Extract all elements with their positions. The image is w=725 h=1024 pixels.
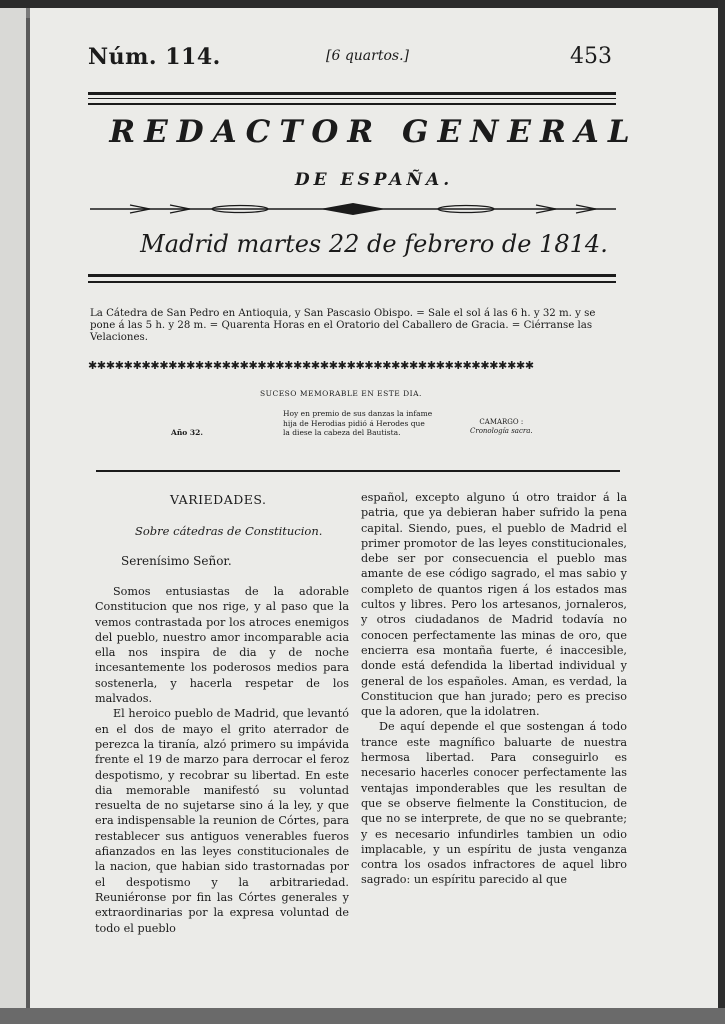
newspaper-page — [30, 8, 718, 1008]
article-salutation: Serenísimo Señor. — [121, 554, 232, 568]
newspaper-subtitle: DE ESPAÑA. — [294, 170, 454, 190]
source-work: Cronología sacra. — [470, 427, 533, 435]
issue-price: [6 quartos.] — [326, 48, 409, 64]
article-column-right — [361, 490, 627, 888]
newspaper-title: REDACTOR GENERAL — [109, 114, 639, 150]
article-subtitle: Sobre cátedras de Constitucion. — [135, 524, 323, 538]
facing-page-edge — [0, 0, 26, 1024]
memorable-event-year: Año 32. — [171, 428, 203, 437]
masthead-rule-top-2 — [88, 103, 616, 105]
scan-border-top — [0, 0, 725, 8]
section-heading: VARIEDADES. — [170, 492, 267, 507]
memorable-event-text: Hoy en premio de sus danzas la infame hija de Herodias pidió á Herodes que la diese la cabeza del Bautista. — [283, 409, 433, 437]
article-paragraph: El heroico pueblo de Madrid, que levantó en el dos de mayo el grito aterrador de perezca la tiranía, alzó primero su impávida frente el 19 de marzo para derrocar el feroz despotismo, y recobrar su libertad. En este dia memorable manifestó su voluntad resuelta de no sujetarse sino á la ley, y que era indispensable la reunion de Córtes, para restablecer sus antiguos venerables fueros afianzados en las leyes constitucionales de la nacion, que habian sido trastornadas por el despotismo y la arbitrariedad. Reuniéronse por fin las Córtes generales y extraordinarias por la expresa voluntad de todo el pueblo — [95, 707, 349, 935]
ornamental-divider — [90, 202, 616, 216]
issue-number: Núm. 114. — [88, 44, 221, 70]
masthead-rule-top — [88, 92, 616, 95]
article-column-left — [95, 584, 349, 936]
header-rule-bottom — [88, 274, 616, 277]
section-rule — [96, 470, 620, 472]
daily-calendar-notice: La Cátedra de San Pedro en Antioquia, y San Pascasio Obispo. = Sale el sol á las 6 h. y 32 m. y se pone á las 5 h. y 28 m. = Quarenta Horas en el Oratorio del Caballero de Gracia. = Ciérranse las Velaciones. — [90, 308, 596, 343]
source-author: CAMARGO : — [479, 418, 524, 426]
article-paragraph: Somos entusiastas de la adorable Constitucion que nos rige, y al paso que la vemos contrastada por los atroces enemigos del pueblo, nuestro amor incomparable acia ella nos inspira de dia y de noche incesantemente los poderosos medios para sostenerla, y hacerla respetar de los malvados. — [95, 585, 349, 706]
article-paragraph: De aquí depende el que sostengan á todo trance este magnífico baluarte de nuestra hermosa libertad. Para conseguirlo es necesario hacerles conocer perfectamente las ventajas imponderables que les resultan de que se observe fielmente la Constitucion, de que no se interprete, de que no se quebrante; y es necesario infundirles tambien un odio implacable, y un espíritu de justa venganza contra los osados infractores de aquel libro sagrado: un espíritu parecido al que — [361, 720, 627, 887]
page-number: 453 — [570, 44, 612, 69]
memorable-event-heading: SUCESO MEMORABLE EN ESTE DIA. — [260, 389, 422, 398]
scan-border-bottom — [0, 1008, 725, 1024]
article-paragraph: español, excepto alguno ú otro traidor á la patria, que ya debieran haber sufrido la pena capital. Siendo, pues, el pueblo de Madrid el primer promotor de las leyes constitucionales, debe ser por consecuencia el pueblo mas amante de ese código sagrado, el mas sabio y completo de quantos rigen á los estados mas cultos y libres. Pero los artesanos, jornaleros, y otros ciudadanos de Madrid todavía no conocen perfectamente las minas de oro, que encierra esa montaña fuerte, é inaccesible, donde está defendida la libertad individual y general de los españoles. Aman, es verdad, la Constitucion que han jurado; pero es preciso que la adoren, que la idolatren. — [361, 491, 627, 719]
header-rule-bottom-2 — [88, 281, 616, 283]
issue-date: Madrid martes 22 de febrero de 1814. — [140, 230, 608, 258]
memorable-event-source — [470, 418, 533, 436]
scan-border-right — [718, 0, 725, 1024]
star-ornament-row: ✱✱✱✱✱✱✱✱✱✱✱✱✱✱✱✱✱✱✱✱✱✱✱✱✱✱✱✱✱✱✱✱✱✱✱✱✱✱✱✱✱✱✱✱✱✱✱✱✱✱ — [88, 359, 534, 372]
masthead-rule-top-thin — [88, 98, 616, 99]
